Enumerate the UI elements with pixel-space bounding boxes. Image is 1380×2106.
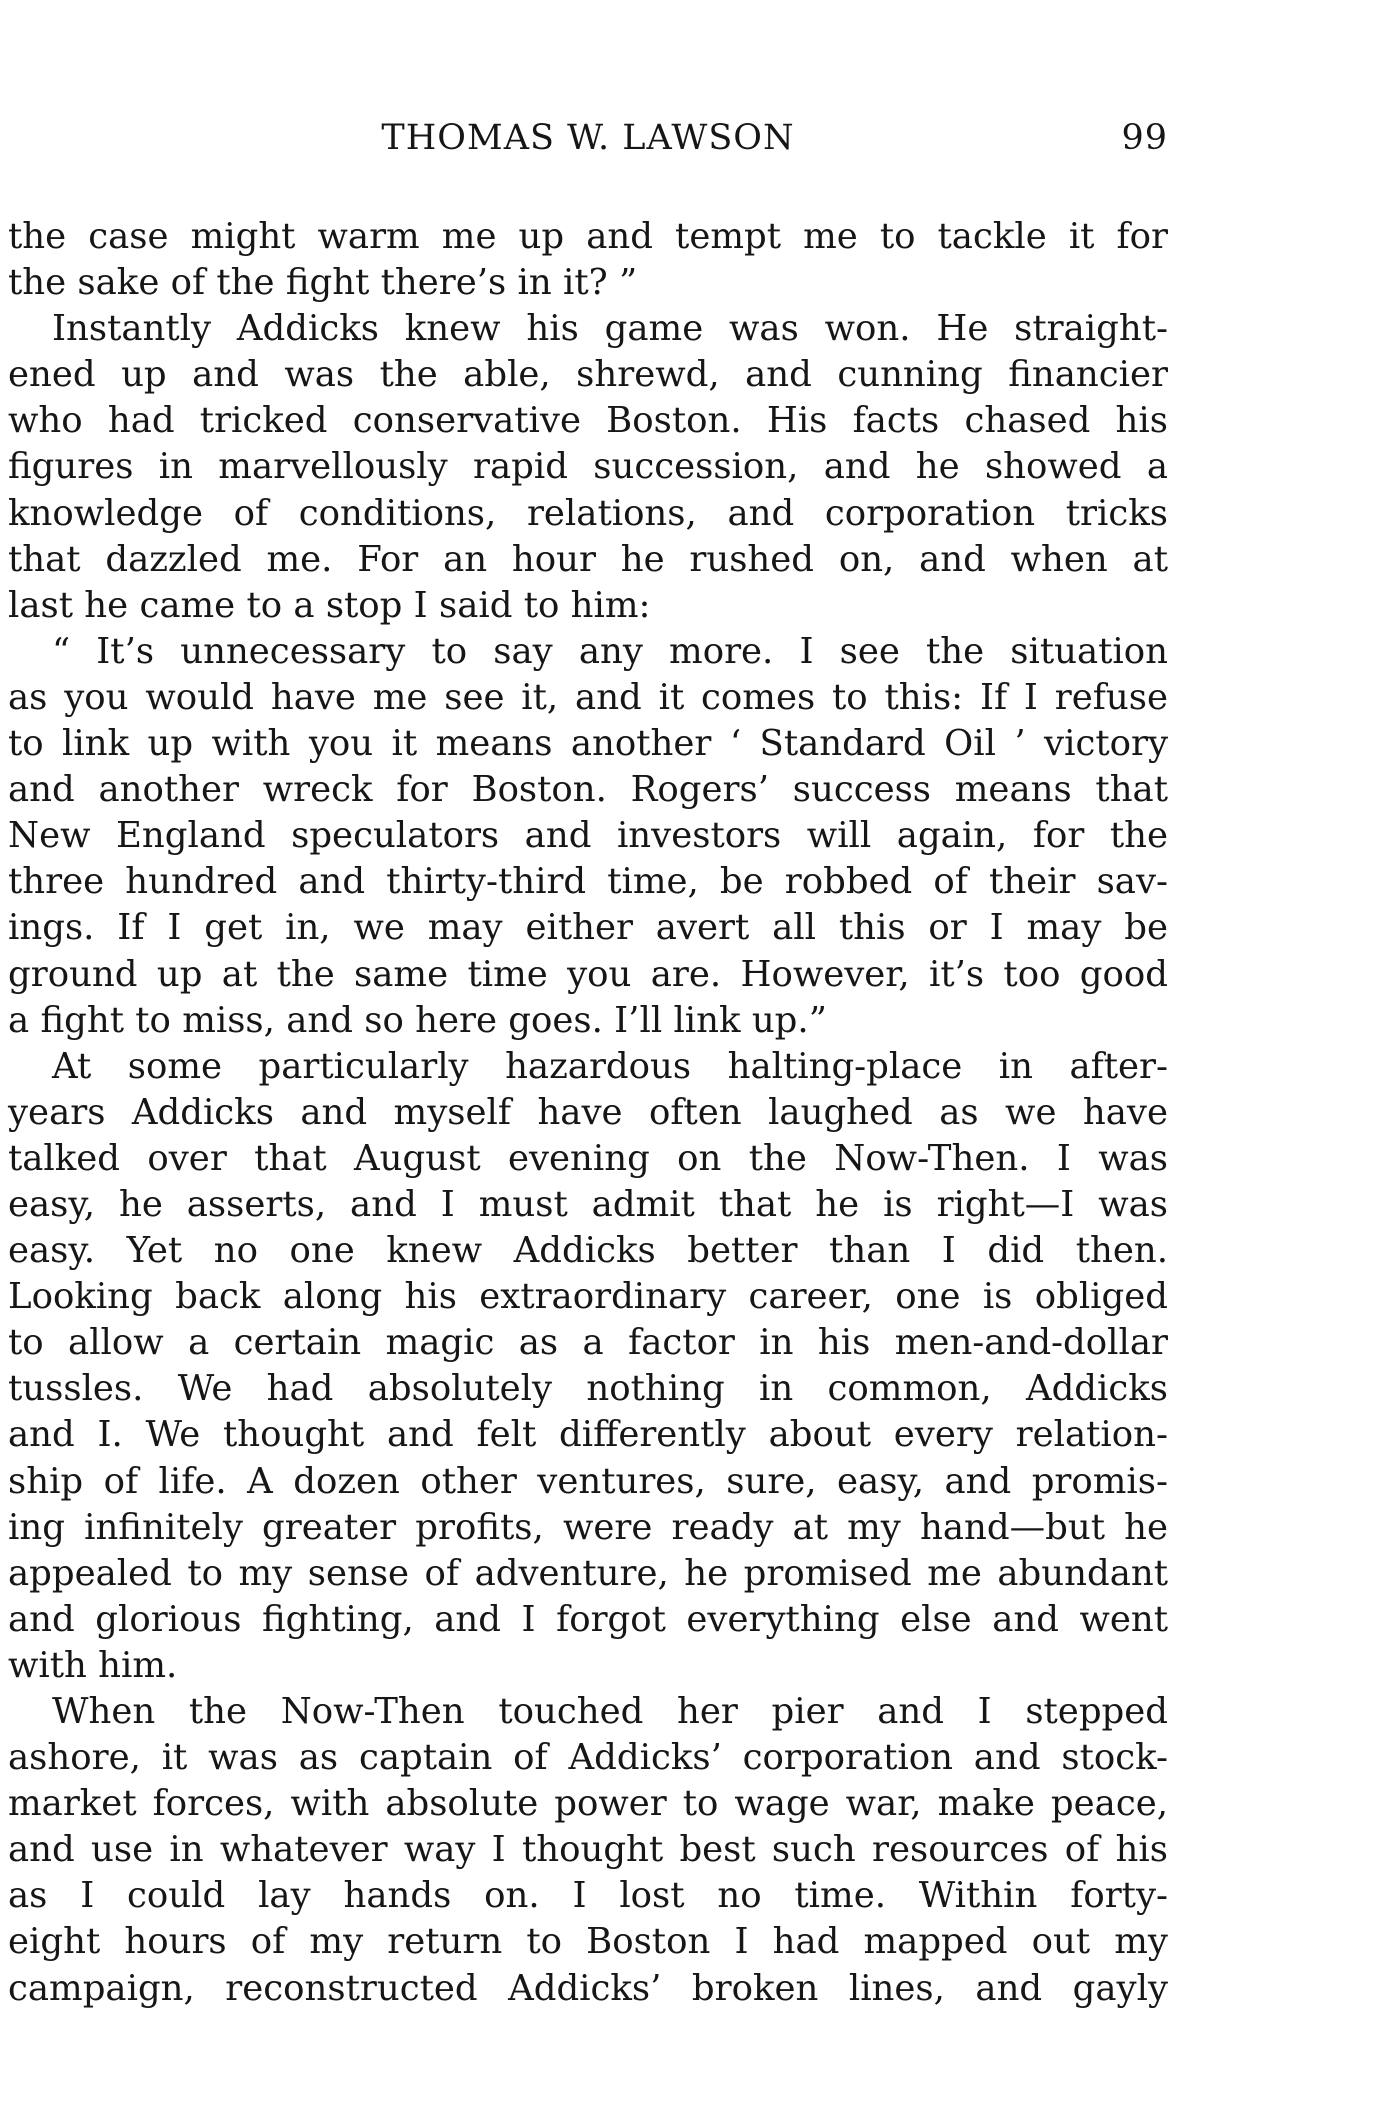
text-line: and I. We thought and felt differently about every relation- [8, 1414, 1168, 1456]
text-line: market forces, with absolute power to wage war, make peace, [8, 1783, 1168, 1825]
text-line: At some particularly hazardous halting-place in after- [52, 1045, 1168, 1087]
text-line: ened up and was the able, shrewd, and cunning financier [8, 354, 1168, 396]
page-number: 99 [1121, 118, 1168, 158]
text-line: ashore, it was as captain of Addicks’ corporation and stock- [8, 1737, 1168, 1779]
text-line: New England speculators and investors will again, for the [8, 815, 1168, 857]
text-line: three hundred and thirty-third time, be robbed of their sav- [8, 861, 1168, 903]
text-line: talked over that August evening on the Now-Then. I was [8, 1137, 1168, 1179]
text-line: and use in whatever way I thought best such resources of his [8, 1829, 1168, 1871]
text-line: ship of life. A dozen other ventures, sure, easy, and promis- [8, 1460, 1168, 1502]
text-line: the sake of the fight there’s in it? ” [8, 262, 638, 304]
body-text [8, 214, 1168, 2012]
text-line: with him. [8, 1644, 178, 1686]
text-line: appealed to my sense of adventure, he promised me abundant [8, 1552, 1168, 1594]
text-line: who had tricked conservative Boston. His facts chased his [8, 400, 1168, 442]
text-line: “ It’s unnecessary to say any more. I see the situation [52, 630, 1168, 672]
text-line: as you would have me see it, and it comes to this: If I refuse [8, 676, 1168, 718]
text-line: ing infinitely greater profits, were ready at my hand—but he [8, 1506, 1168, 1548]
text-line: knowledge of conditions, relations, and corporation tricks [8, 492, 1168, 534]
text-line: ings. If I get in, we may either avert all this or I may be [8, 907, 1168, 949]
text-line: years Addicks and myself have often laughed as we have [8, 1091, 1168, 1133]
text-line: a fight to miss, and so here goes. I’ll link up.” [8, 999, 827, 1041]
text-line: easy, he asserts, and I must admit that he is right—I was [8, 1183, 1168, 1225]
text-line: figures in marvellously rapid succession, and he showed a [8, 446, 1168, 488]
text-line: When the Now-Then touched her pier and I stepped [52, 1691, 1168, 1732]
text-line: as I could lay hands on. I lost no time. Within forty- [8, 1875, 1168, 1917]
running-title: THOMAS W. LAWSON [381, 118, 795, 158]
text-line: last he came to a stop I said to him: [8, 584, 651, 626]
text-line: ground up at the same time you are. However, it’s too good [8, 953, 1168, 995]
text-line: and another wreck for Boston. Rogers’ success means that [8, 769, 1168, 811]
text-line: to allow a certain magic as a factor in his men-and-dollar [8, 1322, 1168, 1364]
running-head [8, 118, 1168, 166]
text-line: easy. Yet no one knew Addicks better than I did then. [8, 1230, 1168, 1272]
text-line: and glorious fighting, and I forgot everything else and went [8, 1598, 1168, 1640]
text-line: that dazzled me. For an hour he rushed on, and when at [8, 538, 1168, 580]
text-line: eight hours of my return to Boston I had mapped out my [8, 1921, 1168, 1963]
text-line: tussles. We had absolutely nothing in common, Addicks [8, 1368, 1168, 1410]
text-line: Looking back along his extraordinary career, one is obliged [8, 1276, 1168, 1318]
text-line: the case might warm me up and tempt me to tackle it for [8, 216, 1168, 257]
text-line: Instantly Addicks knew his game was won. He straight- [52, 308, 1168, 350]
text-line: campaign, reconstructed Addicks’ broken lines, and gayly [8, 1967, 1168, 2009]
text-line: to link up with you it means another ‘ Standard Oil ’ victory [8, 723, 1168, 765]
